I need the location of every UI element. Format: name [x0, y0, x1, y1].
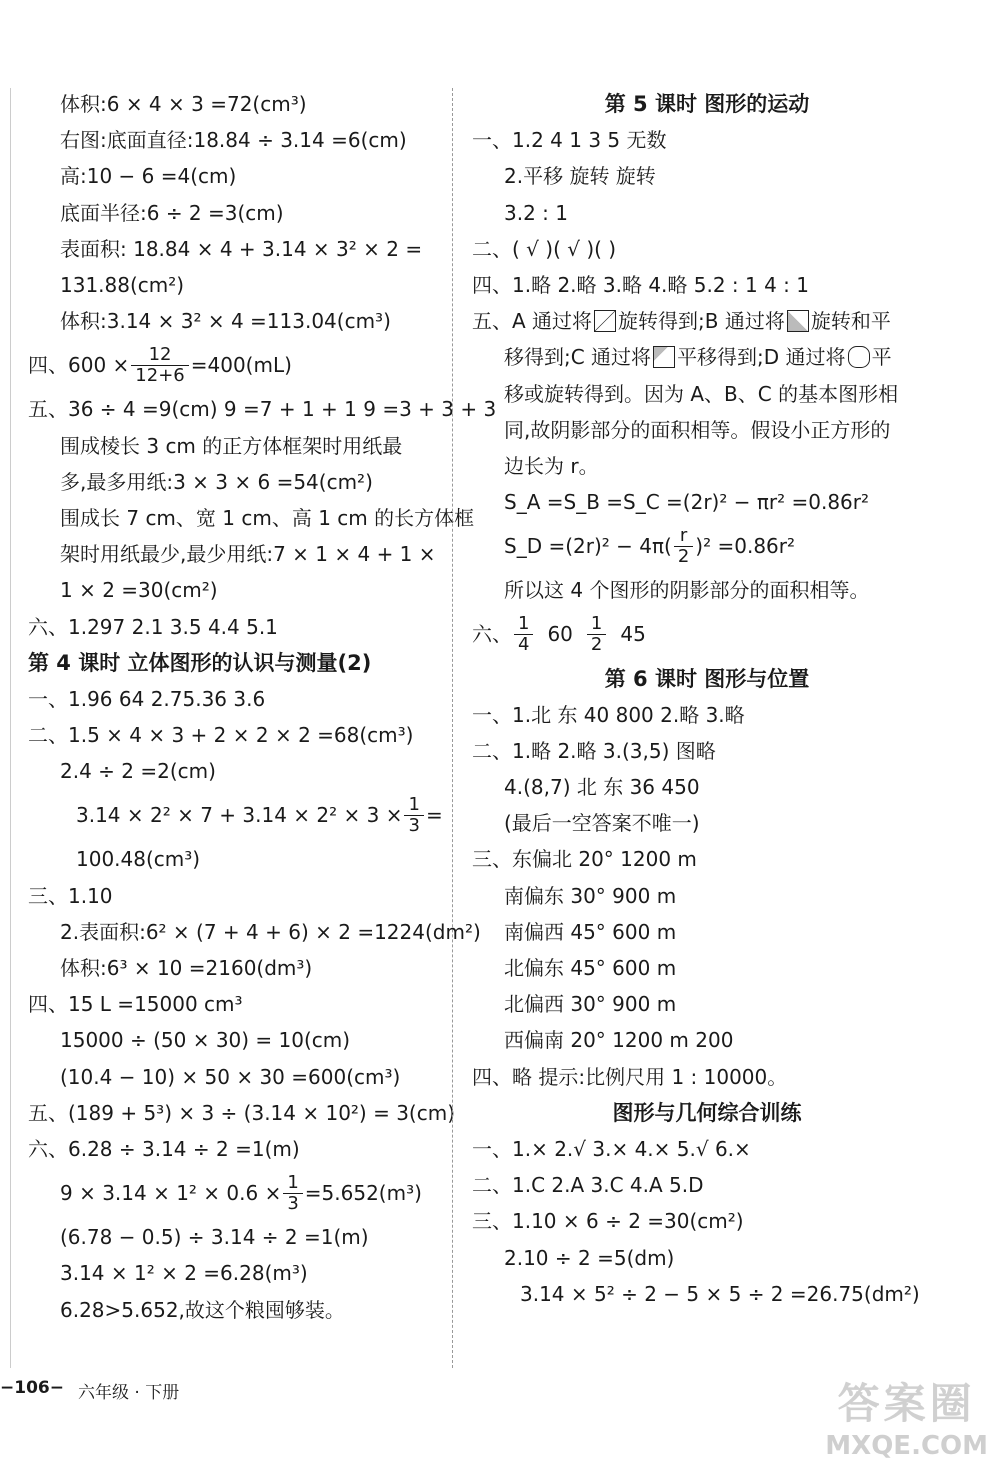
fraction [676, 526, 691, 567]
answer-line: 六、1.297 2.1 3.5 4.4 5.1 [28, 614, 278, 639]
answer-line: 一、1.北 东 40 800 2.略 3.略 [472, 702, 745, 727]
answer-line: 四、15 L =15000 cm³ [28, 992, 243, 1017]
answer-line-shapes [472, 303, 942, 339]
fraction [516, 614, 531, 655]
answer-line: 100.48(cm³) [76, 847, 201, 872]
answer-line: 北偏西 30° 900 m [504, 992, 677, 1017]
answer-line: 3.2 : 1 [504, 200, 568, 225]
answer-text: 60 [547, 622, 573, 647]
answer-line-fraction [28, 339, 440, 391]
section-heading: 第 5 课时 图形的运动 [604, 92, 810, 117]
fraction-numerator: 1 [590, 612, 603, 634]
shape-b-icon [787, 310, 809, 332]
watermark [825, 1371, 988, 1461]
answer-line: 四、1.略 2.略 3.略 4.略 5.2 : 1 4 : 1 [472, 273, 810, 298]
answer-line: 架时用纸最少,最少用纸:7 × 1 × 4 + 1 × [60, 542, 436, 567]
answer-text: S_D =(2r)² − 4π [504, 534, 665, 559]
fraction-numerator: r [679, 524, 688, 546]
answer-line: 二、1.略 2.略 3.(3,5) 图略 [472, 738, 716, 763]
answer-line-shapes [472, 339, 942, 375]
left-edge-line [10, 88, 11, 1368]
answer-line: 2.平移 旋转 旋转 [504, 164, 656, 189]
answer-line: 体积:6 × 4 × 3 =72(cm³) [60, 92, 307, 117]
answer-line: 所以这 4 个图形的阴影部分的面积相等。 [504, 578, 870, 603]
fraction-numerator: 1 [518, 612, 530, 634]
book-grade: 六年级 · 下册 [77, 1383, 180, 1403]
right-column [472, 86, 942, 1312]
answer-line: 3.14 × 5² ÷ 2 − 5 × 5 ÷ 2 =26.75(dm²) [520, 1281, 920, 1306]
paren-open: ( [664, 534, 672, 559]
answer-line: (最后一空答案不唯一) [504, 811, 700, 836]
answer-line: 一、1.2 4 1 3 5 无数 [472, 128, 667, 153]
answer-text: ² =0.86r² [703, 534, 796, 559]
answer-text: 45 [620, 622, 646, 647]
answer-text: 旋转得到;B 通过将 [618, 309, 785, 334]
answer-line: 一、1.× 2.√ 3.× 4.× 5.√ 6.× [472, 1136, 751, 1161]
formula-line-fraction [472, 520, 942, 572]
shape-c-icon [653, 346, 675, 368]
left-column [28, 86, 497, 1328]
answer-line: 131.88(cm²) [60, 273, 185, 298]
answer-line: 右图:底面直径:18.84 ÷ 3.14 =6(cm) [60, 128, 407, 153]
fraction-numerator: 1 [408, 793, 420, 815]
answer-text: 四、600 × [28, 353, 130, 378]
answer-line: (10.4 − 10) × 50 × 30 =600(cm³) [60, 1064, 401, 1089]
answer-line-fraction [472, 608, 942, 660]
answer-line: 二、1.C 2.A 3.C 4.A 5.D [472, 1173, 704, 1198]
answer-line: (6.78 − 0.5) ÷ 3.14 ÷ 2 =1(m) [60, 1225, 369, 1250]
answer-line-fraction [28, 1167, 440, 1219]
answer-line-fraction [28, 789, 443, 841]
fraction-denominator: 4 [518, 633, 530, 655]
answer-text: 五、A 通过将 [472, 309, 593, 334]
answer-line: 六、6.28 ÷ 3.14 ÷ 2 =1(m) [28, 1136, 300, 1161]
answer-text: 旋转和平 [810, 309, 891, 334]
answer-line: 1 × 2 =30(cm²) [60, 578, 218, 603]
answer-text: 平移得到;D 通过将 [677, 345, 846, 370]
fraction [589, 614, 604, 655]
fraction-denominator: 2 [590, 633, 603, 655]
column-divider [452, 88, 453, 1368]
page-number: −106− [0, 1378, 64, 1398]
answer-line: 西偏南 20° 1200 m 200 [504, 1028, 734, 1053]
shape-a-icon [594, 310, 616, 332]
answer-line: 围成棱长 3 cm 的正方体框架时用纸最 [60, 433, 403, 458]
answer-text: 平 [871, 345, 892, 370]
page-footer [0, 1378, 179, 1403]
answer-line: 一、1.96 64 2.75.36 3.6 [28, 686, 266, 711]
answer-line: 同,故阴影部分的面积相等。假设小正方形的 [504, 417, 891, 442]
answer-text: 移得到;C 通过将 [504, 345, 652, 370]
watermark-url: MXQE.COM [825, 1431, 988, 1461]
shape-d-icon [848, 346, 870, 368]
fraction-denominator: 2 [677, 545, 690, 567]
answer-line: 15000 ÷ (50 × 30) = 10(cm) [60, 1028, 351, 1053]
paren-close: ) [695, 534, 704, 559]
answer-line: 6.28>5.652,故这个粮囤够装。 [60, 1297, 345, 1322]
answer-line: 边长为 r。 [504, 453, 599, 478]
answer-text: =400(mL) [190, 353, 292, 378]
section-heading: 图形与几何综合训练 [612, 1100, 802, 1125]
answer-text: 六、 [472, 622, 512, 647]
answer-line: 围成长 7 cm、宽 1 cm、高 1 cm 的长方体框 [60, 505, 475, 530]
answer-line: 二、( √ )( √ )( ) [472, 236, 617, 261]
fraction [133, 345, 186, 386]
answer-line: 四、略 提示:比例尺用 1 : 10000。 [472, 1064, 788, 1089]
fraction-numerator: 1 [287, 1171, 299, 1193]
answer-text: 9 × 3.14 × 1² × 0.6 × [60, 1181, 282, 1206]
answer-line: 2.4 ÷ 2 =2(cm) [60, 759, 216, 784]
fraction-denominator: 12+6 [135, 364, 185, 386]
answer-line: 三、东偏北 20° 1200 m [472, 847, 697, 872]
answer-line: 南偏东 30° 900 m [504, 883, 677, 908]
answer-line: 五、(189 + 5³) × 3 ÷ (3.14 × 10²) = 3(cm) [28, 1100, 456, 1125]
answer-line: 底面半径:6 ÷ 2 =3(cm) [60, 200, 284, 225]
answer-text: 3.14 × 2² × 7 + 3.14 × 2² × 3 × [76, 803, 403, 828]
answer-line: 体积:3.14 × 3² × 4 =113.04(cm³) [60, 309, 391, 334]
fraction [406, 795, 421, 836]
answer-line: 多,最多用纸:3 × 3 × 6 =54(cm²) [60, 469, 373, 494]
answer-line: 二、1.5 × 4 × 3 + 2 × 2 × 2 =68(cm³) [28, 723, 414, 748]
answer-line: 3.14 × 1² × 2 =6.28(m³) [60, 1261, 308, 1286]
section-heading: 第 6 课时 图形与位置 [604, 666, 810, 691]
formula-line: S_A =S_B =S_C =(2r)² − πr² =0.86r² [504, 490, 870, 515]
answer-line: 高:10 − 6 =4(cm) [60, 164, 237, 189]
answer-line: 体积:6³ × 10 =2160(dm³) [60, 956, 313, 981]
answer-text: = [425, 803, 443, 828]
watermark-logo: 答案圈 [837, 1379, 976, 1428]
answer-line: 4.(8,7) 北 东 36 450 [504, 775, 700, 800]
answer-line: 表面积: 18.84 × 4 + 3.14 × 3² × 2 = [60, 236, 423, 261]
answer-line: 三、1.10 × 6 ÷ 2 =30(cm²) [472, 1209, 744, 1234]
answer-line: 北偏东 45° 600 m [504, 956, 677, 981]
answer-line: 五、36 ÷ 4 =9(cm) 9 =7 + 1 + 1 9 =3 + 3 + 3 [28, 397, 497, 422]
answer-line: 2.10 ÷ 2 =5(dm) [504, 1245, 675, 1270]
answer-text: =5.652(m³) [304, 1181, 422, 1206]
answer-line: 三、1.10 [28, 883, 113, 908]
section-heading: 第 4 课时 立体图形的认识与测量(2) [28, 650, 372, 675]
answer-line: 移或旋转得到。因为 A、B、C 的基本图形相 [504, 381, 899, 406]
fraction [285, 1173, 300, 1214]
answer-line: 2.表面积:6² × (7 + 4 + 6) × 2 =1224(dm²) [60, 919, 481, 944]
answer-line: 南偏西 45° 600 m [504, 919, 677, 944]
fraction-numerator: 12 [148, 343, 172, 365]
fraction-denominator: 3 [408, 814, 420, 836]
fraction-denominator: 3 [287, 1192, 299, 1214]
